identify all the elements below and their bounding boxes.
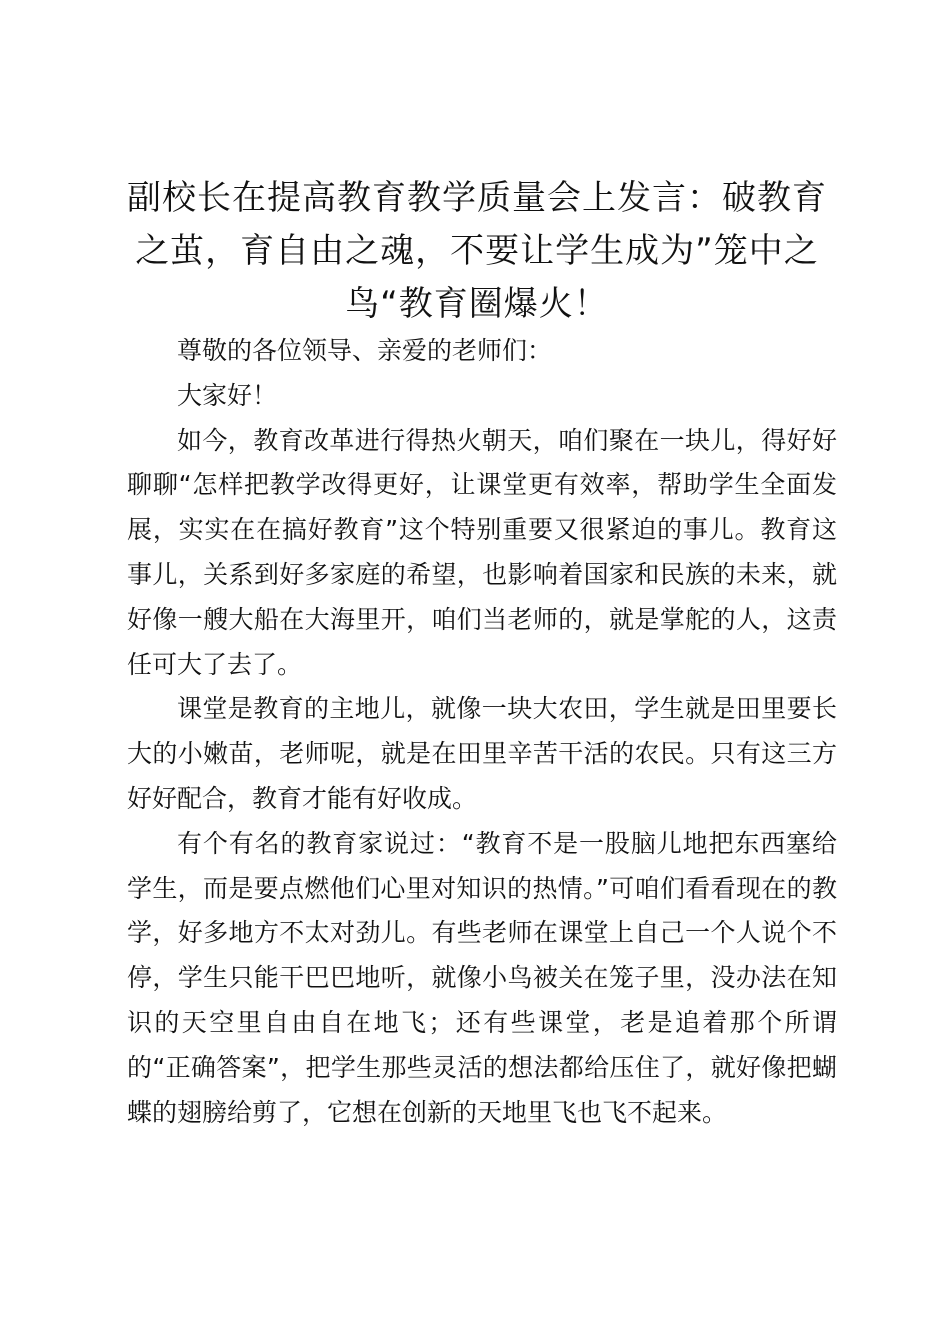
document-body bbox=[127, 329, 837, 1135]
document-title: 副校长在提高教育教学质量会上发言：破教育之茧，育自由之魂，不要让学生成为”笼中之鸟“教育圈爆火！ bbox=[127, 178, 827, 324]
salutation-paragraph: 尊敬的各位领导、亲爱的老师们： bbox=[177, 336, 553, 365]
body-paragraph-reform: 如今，教育改革进行得热火朝天，咱们聚在一块儿，得好好聊聊“怎样把教学改得更好，让课堂更有效率，帮助学生全面发展，实实在在搞好教育”这个特别重要又很紧迫的事儿。教育这事儿，关系到好多家庭的希望，也影响着国家和民族的未来，就好像一艘大船在大海里开，咱们当老师的，就是掌舵的人，这责任可大了去了。 bbox=[127, 425, 837, 679]
body-paragraph-classroom: 课堂是教育的主地儿，就像一块大农田，学生就是田里要长大的小嫩苗，老师呢，就是在田里辛苦干活的农民。只有这三方好好配合，教育才能有好收成。 bbox=[127, 694, 837, 813]
greeting-paragraph: 大家好！ bbox=[177, 380, 278, 410]
body-paragraph-educator-quote: 有个有名的教育家说过：“教育不是一股脑儿地把东西塞给学生，而是要点燃他们心里对知识的热情。”可咱们看看现在的教学，好多地方不太对劲儿。有些老师在课堂上自己一个人说个不停，学生只能干巴巴地听，就像小鸟被关在笼子里，没办法在知识的天空里自由自在地飞；还有些课堂，老是追着那个所谓的“正确答案”，把学生那些灵活的想法都给压住了，就好像把蝴蝶的翅膀给剪了，它想在创新的天地里飞也飞不起来。 bbox=[127, 828, 837, 1127]
